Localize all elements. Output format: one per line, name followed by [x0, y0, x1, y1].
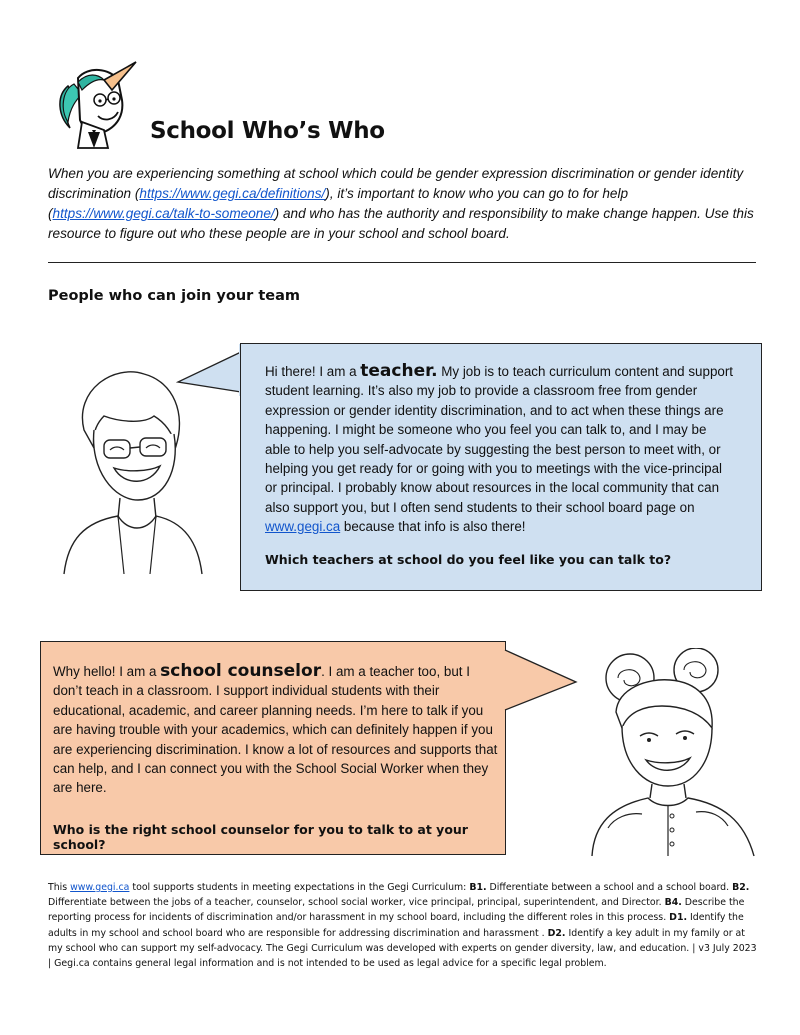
- footer-text-d2: Identify a key adult in my family or at my school who can support my self-advocacy. The Gegi Curriculum was developed with experts on gender diversity, law, and education. | v3 July 2023 | Gegi.ca contains general legal information and is not intended to be used as legal advice for a specific legal problem.: [48, 927, 757, 970]
- footer-text-2: tool supports students in meeting expectations in the Gegi Curriculum:: [129, 882, 470, 893]
- teacher-text: My job is to teach curriculum content and support student learning. It’s also my job to provide a classroom free from gender expression or gender identity discrimination, and to act when these things are happening. I might be someone who you feel you can talk to, and I may be able to help you self-advocate by suggesting the best person to meet with, or helping you get ready for or going with you to meetings with the vice-principal or principal. I probably know about resources in the local community that can also support you, but I often send students to their school board page on: [265, 364, 734, 515]
- intro-text-1: When you are experiencing something at school which could be gender expression discrimination or gender identity discrimination (: [48, 166, 744, 201]
- teacher-speech-bubble: [240, 343, 762, 591]
- footer-code-b2: B2.: [732, 882, 750, 893]
- footer-text-b4: Describe the reporting process for incidents of discrimination and/or harassment in my school board, including the different roles in this process.: [48, 897, 745, 924]
- teacher-description: [265, 362, 735, 537]
- talk-to-someone-link[interactable]: https://www.gegi.ca/talk-to-someone/: [52, 206, 275, 221]
- footer-code-b4: B4.: [664, 897, 682, 909]
- intro-text-3: ) and who has the authority and responsibility to make change happen. Use this resource to figure out who these people are in your school and school board.: [48, 206, 754, 241]
- gegi-link[interactable]: www.gegi.ca: [265, 519, 341, 535]
- footer-text-b1: Differentiate between a school and a school board.: [486, 882, 733, 893]
- counselor-lead: Why hello! I am a: [53, 664, 161, 679]
- counselor-role: school counselor: [160, 661, 322, 681]
- unicorn-mascot-icon: [48, 56, 143, 151]
- section-title: People who can join your team: [48, 288, 301, 304]
- footer-code-d2: D2.: [547, 927, 566, 939]
- teacher-role: teacher.: [360, 361, 438, 381]
- footer-text-1: This: [48, 882, 71, 893]
- footer-code-d1: D1.: [669, 912, 688, 924]
- footer-note: [48, 880, 760, 971]
- intro-paragraph: [48, 164, 760, 244]
- counselor-question: Who is the right school counselor for you to talk to at your school?: [53, 822, 468, 852]
- teacher-question: Which teachers at school do you feel like you can talk to?: [265, 552, 672, 567]
- counselor-description: [53, 662, 499, 798]
- counselor-portrait-drawing: [588, 648, 758, 858]
- teacher-lead: Hi there! I am a: [265, 364, 361, 379]
- footer-gegi-link[interactable]: www.gegi.ca: [70, 882, 130, 893]
- page-title: School Who’s Who: [150, 118, 385, 144]
- counselor-text: . I am a teacher too, but I don’t teach in a classroom. I support individual students with their educational, academic, and career planning needs. I’m here to talk if you are having trouble with your academics, which can definitely happen if you are experiencing discrimination. I know a lot of resources and supports that can help, and I can connect you with the School Social Worker when they are here.: [53, 664, 498, 796]
- teacher-bubble-tail: [176, 340, 246, 400]
- definitions-link[interactable]: https://www.gegi.ca/definitions/: [139, 186, 326, 201]
- footer-text-d1: Identify the adults in my school and school board who are responsible for addressing discrimination and harassment .: [48, 912, 744, 939]
- counselor-speech-bubble: [40, 641, 506, 855]
- footer-code-b1: B1.: [469, 882, 487, 893]
- intro-text-2: ), it’s important to know who you can go to for help (: [48, 186, 629, 221]
- section-divider: [48, 262, 756, 263]
- footer-text-b2: Differentiate between the jobs of a teacher, counselor, school social worker, vice principal, principal, superintendent, and Director.: [48, 897, 665, 909]
- counselor-bubble-tail: [500, 648, 580, 720]
- teacher-text-end: because that info is also there!: [340, 519, 526, 535]
